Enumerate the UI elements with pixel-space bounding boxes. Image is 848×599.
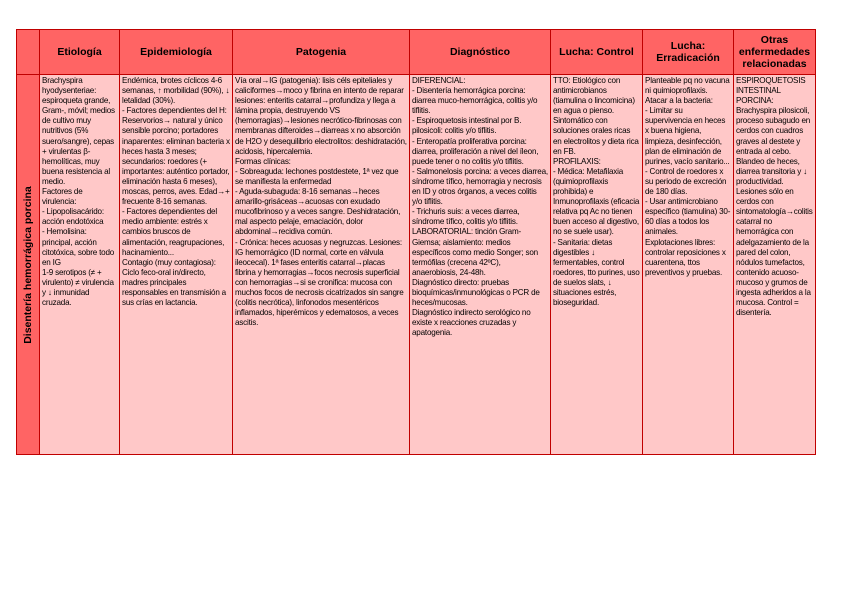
header-otras-enfermedades: Otras enfermedades relacionadas — [734, 30, 816, 75]
diagnostico-line: LABORATORIAL: tinción Gram-Giemsa; aislamiento: medios específicos como medio Songer; son termófilas (crecena 42ºC), anaerobiosis, 24-48h. — [412, 227, 538, 277]
header-lucha-control: Lucha: Control — [551, 30, 643, 75]
epidemiologia-line: Contagio (muy contagiosa): Ciclo feco-oral in/directo, madres principales responsables en transmisión a sus crías en lactancia. — [122, 257, 226, 308]
header-etiologia: Etiología — [40, 30, 120, 75]
cell-epidemiologia — [120, 75, 233, 455]
disease-row — [17, 75, 816, 455]
patogenia-line: - Aguda-subaguda: 8-16 semanas→heces amarillo-grisáceas→acuosas con exudado mucofibrinoso y a veces sangre. Deshidratación, mal aspecto pelaje, emaciación, dolor abdominal→recidiva común. — [235, 187, 401, 237]
diagnostico-line: - Enteropatía proliferativa porcina: diarrea, proliferación a nivel del íleon, puede tener o no colitis y/o tiflitis. — [412, 136, 539, 166]
cell-lucha-control — [551, 75, 643, 455]
patogenia-line: Vía oral→IG (patogenia): lisis céls epiteliales y caliciformes→moco y fibrina en intento de reparar lesiones: enteritis catarral→profundiza y llega a lámina propia, destruyendo VS (hemorragias)→lesiones necrótico-fibrinosas con membranas difteroides→diarreas x no absorción de H2O y desequilibrio electrolitos: deshidratación, acidosis, hipercalemia. — [235, 76, 407, 156]
etiologia-line: - Lipopolisacárido: acción endotóxica — [42, 207, 104, 227]
epidemiologia-line: - Factores dependientes del H: — [122, 106, 227, 116]
diagnostico-line: - Salmonelosis porcina: a veces diarrea, síndrome tífico, hemorragia y necrosis en ID y otros órganos, a veces colitis y/o tiflitis. — [412, 166, 548, 207]
erradicacion-line: - Usar antimicrobiano específico (tiamulina) 30-60 días a todos los animales. — [645, 197, 731, 237]
diagnostico-line: - Disentería hemorrágica porcina: diarrea muco-hemorrágica, colitis y/o tiflitis. — [412, 86, 538, 116]
diagnostico-line: DIFERENCIAL: — [412, 76, 466, 85]
diagnostico-line: - Espiroquetosis intestinal por B. pilosicoli: colitis y/o tiflitis. — [412, 116, 522, 136]
etiologia-line: Factores de virulencia: — [42, 187, 83, 207]
cell-patogenia — [233, 75, 410, 455]
patogenia-line: Formas clínicas: — [235, 156, 291, 166]
erradicacion-line: - Control de roedores x su periodo de excreción de 180 días. — [645, 166, 727, 197]
epidemiologia-line: Reservorios→ natural y único sensible porcino; portadores inaparentes: eliminan bacteria x heces hasta 3 meses; secundarios: roedores (+ importantes: auténtico portador, eliminación hasta 6 meses), moscas, perros, aves. Edad→+ frecuente 8-16 semanas. — [122, 116, 230, 207]
row-label-cell — [17, 75, 40, 455]
etiologia-line: Brachyspira hyodysenteriae: espiroqueta grande, Gram-, móvil; medios de cultivo muy nutritivos (5% suero/sangre), cepas + virulentas β-hemolíticas, muy buena resistencia al medio. — [42, 76, 115, 186]
patogenia-line: - Crónica: heces acuosas y negruzcas. Lesiones: IG hemorrágico (ID normal, corte en válvula ileocecal). 1ª fases enteritis catarral→placas fibrina y hemorragias→focos necrosis superficial con hemorragias→si se cronifica: mucosa con muchos focos de necrosis cicatrizados sin sangre (colitis necrótica), linfonodos mesentéricos inflamados, hiperémicos y edematosos, a veces ascitis. — [235, 237, 404, 328]
erradicacion-line: Planteable pq no vacuna ni quimioprofilaxis. — [645, 76, 730, 96]
patogenia-line: - Sobreaguda: lechones postdestete, 1ª vez que se manifiesta la enfermedad — [235, 166, 399, 186]
otras-line: ESPIROQUETOSIS INTESTINAL PORCINA: Brachyspira pilosicoli, proceso subagudo en cerdos con cuadros graves al destete y entrada al cebo. Blandeo de heces, diarrea transitoria y ↓ productividad. Lesiones sólo en cerdos con sintomatología→colitis catarral no hemorrágica con adelgazamiento de la pared del colon, nódulos tumefactos, contenido acuoso-mucoso y grumos de ingesta adheridos a la mucosa. Control = disentería. — [736, 76, 813, 318]
diagnostico-line: Diagnóstico directo: pruebas bioquímicas/inmunológicas o PCR de heces/mucosas. — [412, 277, 540, 308]
cell-diagnostico — [410, 75, 551, 455]
cell-etiologia — [40, 75, 120, 455]
header-corner — [17, 30, 40, 75]
cell-otras-enfermedades — [734, 75, 816, 455]
header-epidemiologia: Epidemiología — [120, 30, 233, 75]
etiologia-line: 1-9 serotipos (≠ + virulento) ≠ virulencia y ↓ inmunidad cruzada. — [42, 267, 114, 308]
erradicacion-line: Explotaciones libres: controlar reposiciones x cuarentena, ttos preventivos y pruebas. — [645, 237, 726, 277]
control-line: - Médica: Metafilaxia (quimioprofilaxis prohibida) e Inmunoprofilaxis (eficacia relativa pq Ac no tienen buen acceso al digestivo, no se suele usar). — [553, 166, 640, 237]
epidemiologia-line: - Factores dependientes del medio ambiente: estrés x cambios bruscos de alimentación, reagrupaciones, hacinamiento... — [122, 207, 225, 257]
header-diagnostico: Diagnóstico — [410, 30, 551, 75]
header-lucha-erradicacion: Lucha: Erradicación — [643, 30, 734, 75]
summary-table — [16, 29, 816, 455]
diagnostico-line: Diagnóstico indirecto serológico no existe x reacciones cruzadas y apatogenia. — [412, 308, 531, 338]
erradicacion-line: Atacar a la bacteria: — [645, 96, 713, 106]
row-label: Disentería hemorrágica porcina — [22, 185, 34, 344]
control-line: - Sanitaria: dietas digestibles ↓ fermentables, control roedores, tto purines, uso de suelos slats, ↓ situaciones estrés, bioseguridad. — [553, 237, 640, 308]
diagnostico-line: - Trichuris suis: a veces diarrea, síndrome tífico, colitis y/o tiflitis. — [412, 207, 520, 227]
control-line: TTO: Etiológico con antimicrobianos (tiamulina o lincomicina) en agua o pienso. Sintomático con soluciones orales ricas en electrolitos y dieta rica en FB. — [553, 76, 639, 156]
header-patogenia: Patogenia — [233, 30, 410, 75]
erradicacion-line: - Limitar su supervivencia en heces x buena higiena, limpieza, desinfección, plan de eliminación de purines, vacío sanitario... — [645, 106, 730, 166]
header-row — [17, 30, 816, 75]
epidemiologia-line: Endémica, brotes cíclicos 4-6 semanas, ↑ morbilidad (90%), ↓ letalidad (30%). — [122, 76, 230, 106]
cell-lucha-erradicacion — [643, 75, 734, 455]
etiologia-line: - Hemolisina: principal, acción citotóxica, sobre todo en IG — [42, 227, 115, 267]
control-line: PROFILAXIS: — [553, 156, 601, 166]
